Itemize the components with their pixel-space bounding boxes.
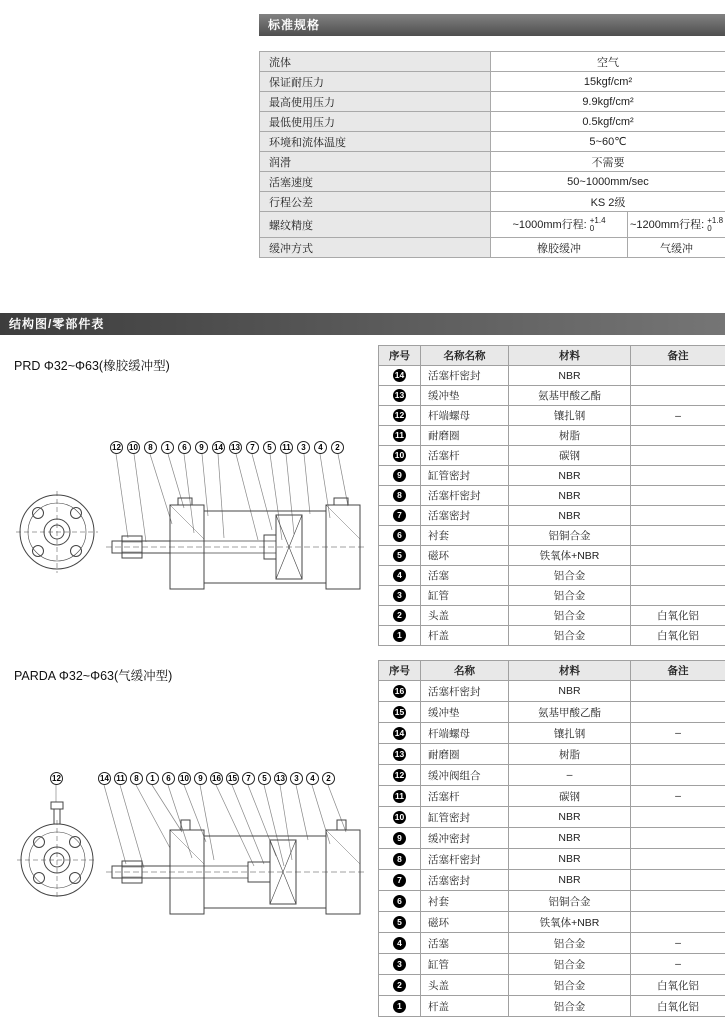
tolerance-stack: +1.8 0 bbox=[707, 216, 724, 234]
part-callout-balloon: 7 bbox=[246, 441, 259, 454]
part-number-balloon: 11 bbox=[395, 790, 404, 801]
part-note-cell bbox=[631, 566, 725, 586]
part-name-cell: 活塞 bbox=[421, 566, 509, 586]
part-callout-balloon: 10 bbox=[178, 772, 191, 785]
part-note-cell bbox=[631, 426, 725, 446]
part-number-balloon: 5 bbox=[393, 916, 406, 929]
part-callout-balloon: 16 bbox=[210, 772, 223, 785]
spec-row-label: 最高使用压力 bbox=[260, 92, 491, 112]
part-note-cell bbox=[631, 546, 725, 566]
part-note-cell: 白氧化铝 bbox=[631, 606, 725, 626]
spec-row bbox=[260, 172, 725, 192]
spec-row-value: 不需要 bbox=[491, 152, 725, 172]
parts-header-row bbox=[379, 661, 725, 681]
parts-row bbox=[379, 849, 725, 870]
parts-row bbox=[379, 681, 725, 702]
part-note-cell: 白氧化铝 bbox=[631, 996, 725, 1017]
part-number-balloon: 3 bbox=[393, 958, 406, 971]
parda-balloon-row bbox=[98, 772, 335, 785]
part-index-cell bbox=[379, 996, 421, 1017]
spec-row-value: 5~60℃ bbox=[491, 132, 725, 152]
part-index-cell bbox=[379, 891, 421, 912]
parts-col-material: 材料 bbox=[509, 346, 631, 366]
part-material-cell: 铝合金 bbox=[509, 606, 631, 626]
part-name-cell: 杆端螺母 bbox=[421, 723, 509, 744]
part-material-cell: 铁氧体+NBR bbox=[509, 546, 631, 566]
parts-row bbox=[379, 786, 725, 807]
part-index-cell bbox=[379, 702, 421, 723]
part-number-balloon: 16 bbox=[394, 685, 405, 696]
spec-row-label: 活塞速度 bbox=[260, 172, 491, 192]
part-index-cell bbox=[379, 828, 421, 849]
part-note-cell bbox=[631, 586, 725, 606]
part-number-balloon: 10 bbox=[394, 811, 405, 822]
thread-left-text: ~1000mm行程: bbox=[512, 218, 587, 231]
part-note-cell bbox=[631, 744, 725, 765]
parts-col-material: 材料 bbox=[509, 661, 631, 681]
part-index-cell bbox=[379, 446, 421, 466]
parts-col-name: 名称名称 bbox=[421, 346, 509, 366]
structure-section-title: 结构图/零部件表 bbox=[9, 317, 105, 331]
parda-model-label: PARDA Φ32~Φ63(气缓冲型) bbox=[14, 669, 173, 683]
part-callout-balloon: 4 bbox=[306, 772, 319, 785]
tolerance-stack: +1.4 0 bbox=[589, 216, 606, 234]
parts-row bbox=[379, 486, 725, 506]
part-index-cell bbox=[379, 912, 421, 933]
prd-cylinder-diagram bbox=[8, 438, 368, 610]
part-index-cell bbox=[379, 406, 421, 426]
parts-col-name: 名称 bbox=[421, 661, 509, 681]
part-note-cell: 白氧化铝 bbox=[631, 626, 725, 646]
spec-row-value: 50~1000mm/sec bbox=[491, 172, 725, 192]
part-name-cell: 衬套 bbox=[421, 526, 509, 546]
part-material-cell: 铝合金 bbox=[509, 586, 631, 606]
part-note-cell bbox=[631, 681, 725, 702]
part-callout-balloon: 1 bbox=[161, 441, 174, 454]
parts-col-index: 序号 bbox=[379, 346, 421, 366]
part-note-cell: – bbox=[631, 786, 725, 807]
part-material-cell: NBR bbox=[509, 870, 631, 891]
part-material-cell: 氨基甲酸乙酯 bbox=[509, 386, 631, 406]
part-note-cell bbox=[631, 386, 725, 406]
part-material-cell: 铝合金 bbox=[509, 975, 631, 996]
part-callout-balloon: 4 bbox=[314, 441, 327, 454]
part-callout-balloon: 8 bbox=[130, 772, 143, 785]
part-material-cell: NBR bbox=[509, 466, 631, 486]
part-number-balloon: 14 bbox=[394, 370, 405, 380]
part-index-cell bbox=[379, 744, 421, 765]
part-index-cell bbox=[379, 566, 421, 586]
thread-value-left bbox=[491, 212, 628, 238]
part-callout-balloon: 6 bbox=[162, 772, 175, 785]
spec-row-label: 缓冲方式 bbox=[260, 238, 491, 258]
part-name-cell: 缸管密封 bbox=[421, 466, 509, 486]
part-material-cell: NBR bbox=[509, 849, 631, 870]
spec-row-label: 保证耐压力 bbox=[260, 72, 491, 92]
part-name-cell: 耐磨圈 bbox=[421, 744, 509, 765]
part-index-cell bbox=[379, 426, 421, 446]
part-index-cell bbox=[379, 681, 421, 702]
part-callout-balloon: 3 bbox=[290, 772, 303, 785]
part-material-cell: 镶扎钢 bbox=[509, 406, 631, 426]
structure-section-header bbox=[0, 313, 725, 335]
part-callout-balloon: 2 bbox=[322, 772, 335, 785]
part-number-balloon: 2 bbox=[393, 609, 406, 622]
parts-row bbox=[379, 765, 725, 786]
part-number-balloon: 8 bbox=[393, 853, 406, 866]
parts-row bbox=[379, 466, 725, 486]
parts-row bbox=[379, 626, 725, 646]
part-material-cell: NBR bbox=[509, 828, 631, 849]
part-callout-balloon: 12 bbox=[50, 772, 63, 785]
spec-row bbox=[260, 72, 725, 92]
spec-row-label: 最低使用压力 bbox=[260, 112, 491, 132]
cushion-value-left: 橡胶缓冲 bbox=[491, 238, 628, 258]
part-material-cell: 铝铜合金 bbox=[509, 891, 631, 912]
parts-row bbox=[379, 828, 725, 849]
parts-row bbox=[379, 506, 725, 526]
part-note-cell: 白氧化铝 bbox=[631, 975, 725, 996]
part-note-cell bbox=[631, 702, 725, 723]
part-callout-balloon: 2 bbox=[331, 441, 344, 454]
parts-row bbox=[379, 606, 725, 626]
spec-row bbox=[260, 192, 725, 212]
part-name-cell: 头盖 bbox=[421, 606, 509, 626]
part-note-cell bbox=[631, 765, 725, 786]
spec-row bbox=[260, 92, 725, 112]
part-index-cell bbox=[379, 606, 421, 626]
part-note-cell bbox=[631, 446, 725, 466]
spec-row-value: 9.9kgf/cm² bbox=[491, 92, 725, 112]
part-name-cell: 杆盖 bbox=[421, 996, 509, 1017]
part-material-cell: 铝铜合金 bbox=[509, 526, 631, 546]
part-material-cell: 铝合金 bbox=[509, 933, 631, 954]
part-number-balloon: 11 bbox=[395, 430, 404, 440]
part-name-cell: 缓冲密封 bbox=[421, 828, 509, 849]
spec-table bbox=[259, 51, 725, 258]
part-callout-balloon: 12 bbox=[110, 441, 123, 454]
part-material-cell: 氨基甲酸乙酯 bbox=[509, 702, 631, 723]
part-callout-balloon: 15 bbox=[226, 772, 239, 785]
part-number-balloon: 3 bbox=[393, 589, 406, 602]
parts-row bbox=[379, 446, 725, 466]
part-number-balloon: 15 bbox=[394, 706, 405, 717]
part-number-balloon: 4 bbox=[393, 569, 406, 582]
spec-row-label: 行程公差 bbox=[260, 192, 491, 212]
part-callout-balloon: 13 bbox=[274, 772, 287, 785]
parts-col-note: 备注 bbox=[631, 346, 725, 366]
part-number-balloon: 13 bbox=[394, 390, 405, 400]
part-name-cell: 活塞密封 bbox=[421, 870, 509, 891]
part-name-cell: 活塞密封 bbox=[421, 506, 509, 526]
part-index-cell bbox=[379, 807, 421, 828]
flange-end-view bbox=[17, 802, 97, 900]
part-index-cell bbox=[379, 933, 421, 954]
leader-lines bbox=[56, 785, 346, 868]
part-index-cell bbox=[379, 723, 421, 744]
part-index-cell bbox=[379, 486, 421, 506]
part-name-cell: 缓冲阀组合 bbox=[421, 765, 509, 786]
part-name-cell: 缓冲垫 bbox=[421, 702, 509, 723]
part-number-balloon: 5 bbox=[393, 549, 406, 562]
part-callout-balloon: 8 bbox=[144, 441, 157, 454]
spec-row-label: 环境和流体温度 bbox=[260, 132, 491, 152]
spec-row-label: 螺纹精度 bbox=[260, 212, 491, 238]
part-material-cell: 树脂 bbox=[509, 426, 631, 446]
parts-row bbox=[379, 526, 725, 546]
part-name-cell: 活塞 bbox=[421, 933, 509, 954]
parts-row bbox=[379, 546, 725, 566]
part-number-balloon: 9 bbox=[393, 469, 406, 482]
part-callout-balloon: 11 bbox=[114, 772, 127, 785]
part-note-cell bbox=[631, 506, 725, 526]
part-index-cell bbox=[379, 546, 421, 566]
part-index-cell bbox=[379, 466, 421, 486]
part-name-cell: 活塞杆 bbox=[421, 446, 509, 466]
spec-row bbox=[260, 112, 725, 132]
parts-col-note: 备注 bbox=[631, 661, 725, 681]
spec-row bbox=[260, 152, 725, 172]
part-callout-balloon: 5 bbox=[258, 772, 271, 785]
part-callout-balloon: 5 bbox=[263, 441, 276, 454]
part-name-cell: 衬套 bbox=[421, 891, 509, 912]
part-material-cell: NBR bbox=[509, 681, 631, 702]
parts-row bbox=[379, 386, 725, 406]
parda-parts-table bbox=[378, 660, 725, 1017]
part-number-balloon: 10 bbox=[394, 450, 405, 460]
parts-row bbox=[379, 723, 725, 744]
spec-row-value: 15kgf/cm² bbox=[491, 72, 725, 92]
part-note-cell bbox=[631, 870, 725, 891]
part-number-balloon: 1 bbox=[393, 629, 406, 642]
part-number-balloon: 7 bbox=[393, 874, 406, 887]
part-callout-balloon: 14 bbox=[212, 441, 225, 454]
part-number-balloon: 6 bbox=[393, 529, 406, 542]
part-material-cell: 铝合金 bbox=[509, 996, 631, 1017]
part-note-cell bbox=[631, 366, 725, 386]
parts-row bbox=[379, 744, 725, 765]
part-material-cell: 铁氧体+NBR bbox=[509, 912, 631, 933]
spec-row-value: 空气 bbox=[491, 52, 725, 72]
part-note-cell bbox=[631, 912, 725, 933]
flange-end-view bbox=[16, 491, 98, 573]
part-callout-balloon: 1 bbox=[146, 772, 159, 785]
part-number-balloon: 8 bbox=[393, 489, 406, 502]
part-material-cell: 铝合金 bbox=[509, 566, 631, 586]
parts-row bbox=[379, 912, 725, 933]
parts-row bbox=[379, 366, 725, 386]
part-material-cell: NBR bbox=[509, 366, 631, 386]
spec-row-label: 润滑 bbox=[260, 152, 491, 172]
part-material-cell: 铝合金 bbox=[509, 626, 631, 646]
part-name-cell: 缓冲垫 bbox=[421, 386, 509, 406]
part-name-cell: 杆端螺母 bbox=[421, 406, 509, 426]
part-note-cell bbox=[631, 891, 725, 912]
thread-value-right bbox=[628, 212, 725, 238]
parts-row bbox=[379, 870, 725, 891]
part-index-cell bbox=[379, 975, 421, 996]
parts-row bbox=[379, 566, 725, 586]
parts-row bbox=[379, 933, 725, 954]
part-material-cell: 镶扎钢 bbox=[509, 723, 631, 744]
parts-row bbox=[379, 996, 725, 1017]
parts-row bbox=[379, 891, 725, 912]
thread-right-text: ~1200mm行程: bbox=[629, 218, 705, 231]
prd-model-label: PRD Φ32~Φ63(橡胶缓冲型) bbox=[14, 359, 170, 373]
part-note-cell bbox=[631, 526, 725, 546]
part-index-cell bbox=[379, 786, 421, 807]
part-name-cell: 缸管 bbox=[421, 954, 509, 975]
part-index-cell bbox=[379, 386, 421, 406]
part-material-cell: 铝合金 bbox=[509, 954, 631, 975]
part-index-cell bbox=[379, 526, 421, 546]
part-note-cell bbox=[631, 466, 725, 486]
parda-cylinder-diagram bbox=[8, 768, 368, 918]
parts-row bbox=[379, 954, 725, 975]
cushion-value-right: 气缓冲 bbox=[628, 238, 725, 258]
part-name-cell: 耐磨圈 bbox=[421, 426, 509, 446]
part-note-cell bbox=[631, 807, 725, 828]
part-material-cell: NBR bbox=[509, 807, 631, 828]
part-number-balloon: 9 bbox=[393, 832, 406, 845]
part-index-cell bbox=[379, 765, 421, 786]
parts-col-index: 序号 bbox=[379, 661, 421, 681]
part-callout-balloon: 9 bbox=[195, 441, 208, 454]
spec-row-thread-precision bbox=[260, 212, 725, 238]
part-name-cell: 活塞杆密封 bbox=[421, 681, 509, 702]
part-number-balloon: 12 bbox=[394, 769, 405, 780]
part-note-cell: – bbox=[631, 406, 725, 426]
part-index-cell bbox=[379, 626, 421, 646]
part-note-cell bbox=[631, 828, 725, 849]
part-callout-balloon: 6 bbox=[178, 441, 191, 454]
part-callout-balloon: 10 bbox=[127, 441, 140, 454]
part-note-cell: – bbox=[631, 723, 725, 744]
part-number-balloon: 14 bbox=[394, 727, 405, 738]
part-index-cell bbox=[379, 870, 421, 891]
parts-row bbox=[379, 586, 725, 606]
spec-section-header bbox=[259, 14, 725, 36]
part-material-cell: 碳钢 bbox=[509, 446, 631, 466]
part-name-cell: 磁环 bbox=[421, 546, 509, 566]
parts-row bbox=[379, 975, 725, 996]
part-note-cell: – bbox=[631, 933, 725, 954]
part-name-cell: 活塞杆 bbox=[421, 786, 509, 807]
spec-row-label: 流体 bbox=[260, 52, 491, 72]
parts-row bbox=[379, 702, 725, 723]
part-note-cell bbox=[631, 486, 725, 506]
spec-row-value: KS 2级 bbox=[491, 192, 725, 212]
part-name-cell: 活塞杆密封 bbox=[421, 486, 509, 506]
part-note-cell: – bbox=[631, 954, 725, 975]
side-section-view bbox=[106, 498, 366, 589]
part-material-cell: 树脂 bbox=[509, 744, 631, 765]
leader-lines bbox=[116, 454, 348, 542]
part-number-balloon: 13 bbox=[394, 748, 405, 759]
part-number-balloon: 6 bbox=[393, 895, 406, 908]
part-callout-balloon: 7 bbox=[242, 772, 255, 785]
parts-row bbox=[379, 406, 725, 426]
part-name-cell: 活塞杆密封 bbox=[421, 366, 509, 386]
part-name-cell: 缸管 bbox=[421, 586, 509, 606]
part-index-cell bbox=[379, 954, 421, 975]
part-index-cell bbox=[379, 849, 421, 870]
part-number-balloon: 12 bbox=[394, 410, 405, 420]
part-number-balloon: 2 bbox=[393, 979, 406, 992]
part-name-cell: 缸管密封 bbox=[421, 807, 509, 828]
part-index-cell bbox=[379, 586, 421, 606]
part-name-cell: 杆盖 bbox=[421, 626, 509, 646]
prd-balloon-row bbox=[110, 441, 344, 454]
part-material-cell: NBR bbox=[509, 486, 631, 506]
part-name-cell: 头盖 bbox=[421, 975, 509, 996]
spec-row bbox=[260, 52, 725, 72]
spec-row-cushion-type bbox=[260, 238, 725, 258]
parts-row bbox=[379, 807, 725, 828]
part-callout-balloon: 11 bbox=[280, 441, 293, 454]
parts-header-row bbox=[379, 346, 725, 366]
parts-row bbox=[379, 426, 725, 446]
part-index-cell bbox=[379, 366, 421, 386]
part-number-balloon: 4 bbox=[393, 937, 406, 950]
part-number-balloon: 1 bbox=[393, 1000, 406, 1013]
part-note-cell bbox=[631, 849, 725, 870]
part-callout-balloon: 3 bbox=[297, 441, 310, 454]
spec-section-title: 标准规格 bbox=[268, 18, 321, 32]
part-callout-balloon: 9 bbox=[194, 772, 207, 785]
part-callout-balloon: 13 bbox=[229, 441, 242, 454]
part-name-cell: 活塞杆密封 bbox=[421, 849, 509, 870]
part-number-balloon: 7 bbox=[393, 509, 406, 522]
part-name-cell: 磁环 bbox=[421, 912, 509, 933]
spec-row-value: 0.5kgf/cm² bbox=[491, 112, 725, 132]
part-callout-balloon: 14 bbox=[98, 772, 111, 785]
part-material-cell: – bbox=[509, 765, 631, 786]
spec-row bbox=[260, 132, 725, 152]
part-material-cell: NBR bbox=[509, 506, 631, 526]
part-material-cell: 碳钢 bbox=[509, 786, 631, 807]
prd-parts-table bbox=[378, 345, 725, 646]
part-index-cell bbox=[379, 506, 421, 526]
